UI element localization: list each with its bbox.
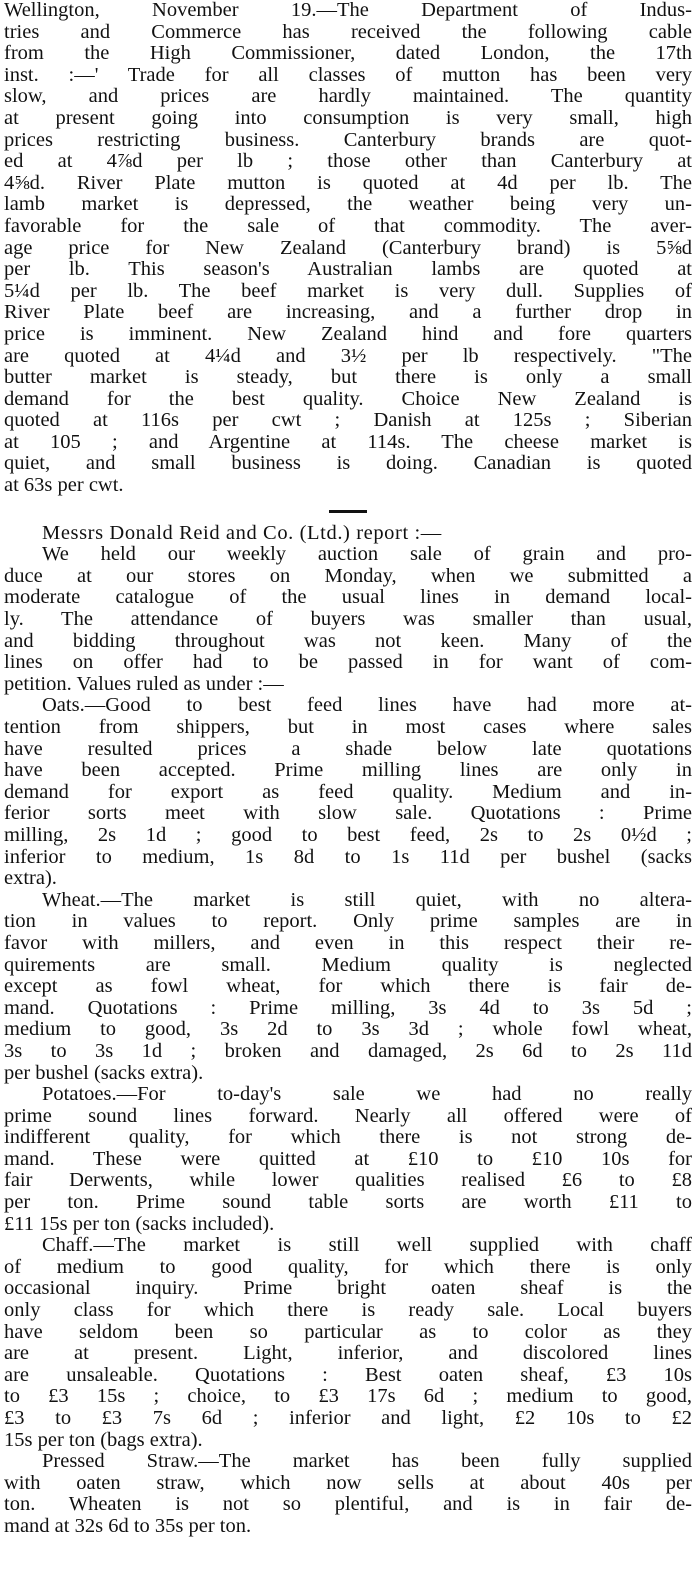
section-divider: [329, 510, 367, 513]
text-line: and bidding throughout was not keen. Many of the: [4, 629, 692, 652]
text-line: tries and Commerce has received the following cable: [4, 20, 692, 43]
text-line: Wheat.—The market is still quiet, with no altera-: [42, 888, 692, 911]
paragraph-pressed-straw: [4, 1451, 692, 1537]
text-line: tention from shippers, but in most cases where sales: [4, 716, 692, 738]
text-line: prices restricting business. Canterbury brands are quot-: [4, 128, 692, 151]
text-line: Wellington, November 19.—The Department of Indus-: [4, 0, 692, 21]
text-line: Oats.—Good to best feed lines have had more at-: [42, 694, 692, 717]
text-line: £3 to £3 7s 6d ; inferior and light, £2 10s to £2: [4, 1407, 692, 1429]
text-line: duce at our stores on Monday, when we submitted a: [4, 564, 692, 587]
article-market-report: [4, 523, 692, 1538]
text-line: favorable for the sale of that commodity. The aver-: [4, 214, 692, 237]
text-line: at 105 ; and Argentine at 114s. The cheese market is: [4, 430, 692, 453]
text-line: fair Derwents, while lower qualities realised £6 to £8: [4, 1169, 692, 1192]
text-line: of medium to good quality, for which there is only: [4, 1255, 692, 1278]
text-line: butter market is steady, but there is only a small: [4, 366, 692, 389]
text-line: lamb market is depressed, the weather being very un-: [4, 193, 692, 216]
text-line: Pressed Straw.—The market has been fully supplied: [42, 1450, 692, 1473]
text-line: price is imminent. New Zealand hind and fore quarters: [4, 322, 692, 345]
text-line: prime sound lines forward. Nearly all offered were of: [4, 1104, 692, 1127]
paragraph-potatoes: [4, 1084, 692, 1235]
paragraph-chaff: [4, 1235, 692, 1451]
text-line: are at present. Light, inferior, and discolored lines: [4, 1342, 692, 1365]
newspaper-column: [4, 0, 692, 1538]
text-line: only class for which there is ready sale. Local buyers: [4, 1299, 692, 1322]
text-line: demand for export as feed quality. Medium and in-: [4, 780, 692, 803]
text-line: 5¼d per lb. The beef market is very dull. Supplies of: [4, 279, 692, 302]
report-byline: Messrs Donald Reid and Co. (Ltd.) report :—: [42, 521, 442, 544]
text-line: demand for the best quality. Choice New Zealand is: [4, 387, 692, 410]
text-line: 4⅝d. River Plate mutton is quoted at 4d per lb. The: [4, 171, 692, 194]
text-line: inst. :—' Trade for all classes of mutton has been very: [4, 63, 692, 86]
text-line: at 63s per cwt.: [4, 474, 124, 497]
text-line: per lb. This season's Australian lambs are quoted at: [4, 258, 692, 281]
text-line: per ton. Prime sound table sorts are worth £11 to: [4, 1191, 692, 1214]
text-line: quirements are small. Medium quality is neglected: [4, 953, 692, 976]
text-line: lines on offer had to be passed in for want of com-: [4, 651, 692, 674]
text-line: per bushel (sacks extra).: [4, 1061, 204, 1084]
text-line: petition. Values ruled as under :—: [4, 672, 284, 695]
text-line: have resulted prices a shade below late quotations: [4, 737, 692, 760]
text-line: ed at 4⅞d per lb ; those other than Canterbury at: [4, 150, 692, 173]
text-line: moderate catalogue of the usual lines in demand local-: [4, 586, 692, 609]
text-line: mand. Quotations : Prime milling, 3s 4d to 3s 5d ;: [4, 996, 692, 1019]
text-line: slow, and prices are hardly maintained. The quantity: [4, 85, 692, 108]
text-line: have been accepted. Prime milling lines are only in: [4, 759, 692, 782]
text-line: quoted at 116s per cwt ; Danish at 125s ; Siberian: [4, 409, 692, 432]
paragraph-intro: [4, 544, 692, 695]
text-line: 15s per ton (bags extra).: [4, 1428, 203, 1451]
article-trade-cable: [4, 0, 692, 497]
paragraph-oats: [4, 695, 692, 889]
text-line: are unsaleable. Quotations : Best oaten sheaf, £3 10s: [4, 1363, 692, 1386]
text-line: quiet, and small business is doing. Canadian is quoted: [4, 452, 692, 475]
text-line: mand at 32s 6d to 35s per ton.: [4, 1514, 252, 1537]
text-line: occasional inquiry. Prime bright oaten sheaf is the: [4, 1277, 692, 1300]
text-line: ton. Wheaten is not so plentiful, and is in fair de-: [4, 1493, 692, 1516]
text-line: are quoted at 4¼d and 3½ per lb respectively. "The: [4, 344, 692, 367]
text-line: ly. The attendance of buyers was smaller than usual,: [4, 608, 692, 631]
text-line: have seldom been so particular as to color as they: [4, 1320, 692, 1343]
text-line: from the High Commissioner, dated London, the 17th: [4, 42, 692, 65]
text-line: favor with millers, and even in this respect their re-: [4, 931, 692, 954]
text-line: inferior to medium, 1s 8d to 1s 11d per bushel (sacks: [4, 845, 692, 868]
text-line: age price for New Zealand (Canterbury brand) is 5⅝d: [4, 236, 692, 259]
text-line: £11 15s per ton (sacks included).: [4, 1212, 275, 1235]
text-line: at present going into consumption is very small, high: [4, 106, 692, 129]
text-line: ferior sorts meet with slow sale. Quotations : Prime: [4, 802, 692, 825]
text-line: Chaff.—The market is still well supplied with chaff: [42, 1234, 692, 1257]
text-line: 3s to 3s 1d ; broken and damaged, 2s 6d to 2s 11d: [4, 1039, 692, 1062]
text-line: Potatoes.—For to-day's sale we had no really: [42, 1083, 692, 1106]
text-line: mand. These were quitted at £10 to £10 10s for: [4, 1147, 692, 1170]
text-line: tion in values to report. Only prime samples are in: [4, 910, 692, 933]
text-line: River Plate beef are increasing, and a further drop in: [4, 301, 692, 324]
text-line: with oaten straw, which now sells at about 40s per: [4, 1471, 692, 1494]
paragraph-wheat: [4, 890, 692, 1084]
text-line: We held our weekly auction sale of grain and pro-: [42, 543, 692, 566]
text-line: indifferent quality, for which there is not strong de-: [4, 1126, 692, 1149]
text-line: medium to good, 3s 2d to 3s 3d ; whole fowl wheat,: [4, 1018, 692, 1041]
text-line: except as fowl wheat, for which there is fair de-: [4, 975, 692, 998]
text-line: milling, 2s 1d ; good to best feed, 2s to 2s 0½d ;: [4, 823, 692, 846]
text-line: extra).: [4, 867, 57, 890]
text-line: to £3 15s ; choice, to £3 17s 6d ; medium to good,: [4, 1385, 692, 1408]
